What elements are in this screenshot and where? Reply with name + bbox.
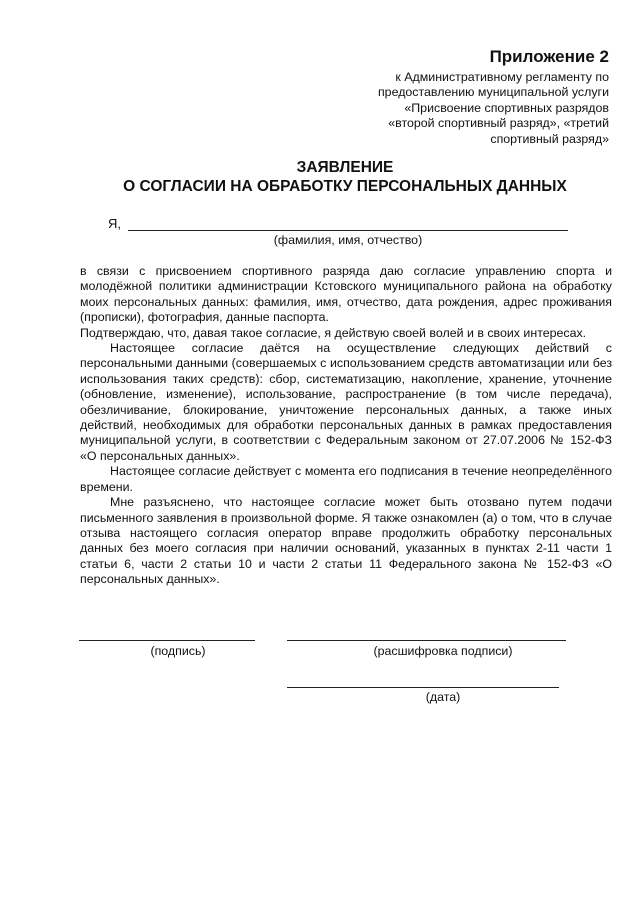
body-paragraph: в связи с присвоением спортивного разряда даю согласие управлению спорта и молодёжной политики администрации Кстовского муниципального района на обработку моих персональных данных: фамилия, имя, отчество, дата рождения, адрес проживания (прописки), фотография, данные паспорта. — [80, 264, 612, 325]
appendix-title: Приложение 2 — [489, 47, 609, 66]
consent-body — [80, 264, 612, 588]
signature-line[interactable] — [79, 640, 255, 641]
signature-decoding-caption: (расшифровка подписи) — [373, 644, 513, 658]
name-caption: (фамилия, имя, отчество) — [273, 233, 423, 247]
date-caption: (дата) — [425, 690, 461, 704]
appendix-line: спортивный разряд» — [490, 131, 609, 146]
name-prefix: Я, — [108, 216, 121, 231]
body-paragraph: Мне разъяснено, что настоящее согласие может быть отозвано путем подачи письменного заявления в произвольной форме. Я также ознакомлен (а) о том, что в случае отзыва настоящего согласия оператор вправе продолжить обработку персональных данных без моего согласия при наличии оснований, указанных в пунктах 2-11 части 1 статьи 6, части 2 статьи 10 и части 2 статьи 11 Федерального закона № 152-ФЗ «О персональных данных». — [80, 495, 612, 587]
name-fill-line[interactable] — [128, 230, 568, 231]
document-title — [0, 158, 640, 196]
document-title-line: О СОГЛАСИИ НА ОБРАБОТКУ ПЕРСОНАЛЬНЫХ ДАННЫХ — [123, 178, 567, 195]
date-line[interactable] — [287, 687, 559, 688]
body-paragraph: Настоящее согласие действует с момента его подписания в течение неопределённого времени. — [80, 464, 612, 494]
appendix-reference — [378, 70, 609, 147]
body-paragraph: Настоящее согласие даётся на осуществление следующих действий с персональными данными (совершаемых с использованием средств автоматизации или без использования таких средств): сбор, систематизацию, накопление, хранение, уточнение (обновление, изменение), использование, распространение (в том числе передача), обезличивание, блокирование, уничтожение персональных данных, а также иных действий, необходимых для обработки персональных данных в рамках предоставления муниципальной услуги, в соответствии с Федеральным законом от 27.07.2006 № 152-ФЗ «О персональных данных». — [80, 341, 612, 463]
body-paragraph: Подтверждаю, что, давая такое согласие, я действую своей волей и в своих интересах. — [80, 325, 587, 340]
signature-caption: (подпись) — [150, 644, 206, 658]
appendix-line: к Административному регламенту по — [395, 70, 609, 84]
appendix-line: «Присвоение спортивных разрядов — [404, 100, 609, 115]
appendix-line: «второй спортивный разряд», «третий — [388, 116, 609, 131]
signature-decoding-line[interactable] — [287, 640, 566, 641]
appendix-line: предоставлению муниципальной услуги — [377, 85, 609, 100]
document-title-line: ЗАЯВЛЕНИЕ — [296, 159, 394, 176]
